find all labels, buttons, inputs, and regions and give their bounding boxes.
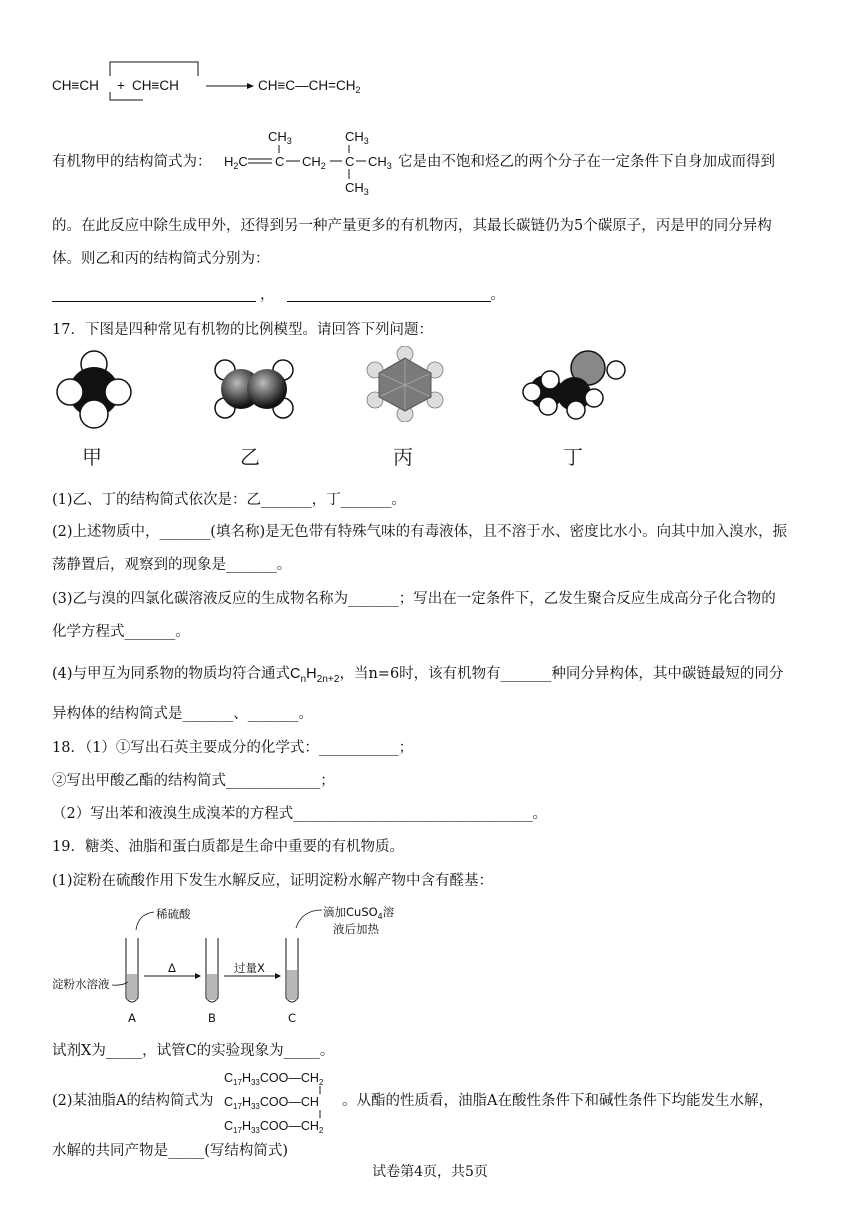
q19-2b: 水解的共同产物是_____(写结构简式) bbox=[52, 1143, 289, 1159]
svg-text:C17H33COO—CH2: $C_{17}H_{33}COO—CH_2$ bbox=[224, 1119, 324, 1135]
q19-x: 试剂X为_____，试管C的实验现象为_____。 bbox=[52, 1043, 335, 1059]
q19-1: (1)淀粉在硫酸作用下发生水解反应，证明淀粉水解产物中含有醛基： bbox=[52, 873, 494, 889]
reactant-b: CH≡CH bbox=[132, 78, 179, 93]
tube-b-label: B bbox=[208, 1011, 216, 1025]
arrow2-label: 过量X bbox=[234, 961, 265, 975]
svg-text:H2C: $H_2C$ bbox=[224, 154, 248, 171]
answer-blank-bing[interactable] bbox=[287, 286, 491, 302]
answer-blank-yi[interactable] bbox=[52, 286, 256, 302]
plus-sign: + bbox=[117, 78, 125, 93]
svg-text:CH2: $CH_2$ bbox=[302, 154, 326, 171]
q16-text3: 体。则乙和丙的结构简式分别为： bbox=[52, 251, 270, 267]
product: $CH\equiv C—CH=CH_2$ bbox=[258, 78, 361, 95]
ethanol-model-icon bbox=[518, 346, 630, 422]
q18-1: 18．（1）①写出石英主要成分的化学式：___________； bbox=[52, 740, 414, 756]
svg-text:C: C bbox=[345, 154, 355, 169]
page-footer: 试卷第4页，共5页 bbox=[372, 1164, 488, 1180]
arrow1-label: Δ bbox=[168, 961, 176, 975]
q16-intro: 有机物甲的结构简式为： bbox=[52, 154, 212, 170]
q18-2: ②写出甲酸乙酯的结构简式_____________； bbox=[52, 773, 335, 789]
q16-text1: 它是由不饱和烃乙的两个分子在一定条件下自身加成而得到 bbox=[398, 154, 775, 170]
svg-text:C: C bbox=[275, 154, 285, 169]
label-starch: 淀粉水溶液 bbox=[52, 977, 110, 991]
q19-2-pre: (2)某油脂A的结构简式为 bbox=[52, 1093, 214, 1109]
hydrolysis-apparatus bbox=[50, 900, 410, 1026]
q18-3: （2）写出苯和液溴生成溴苯的方程式_________________________________。 bbox=[52, 806, 547, 822]
svg-text:CH3: $CH_3$ bbox=[345, 180, 369, 197]
svg-text:CH3: $CH_3$ bbox=[368, 154, 392, 171]
label-acid: 稀硫酸 bbox=[156, 907, 191, 921]
tube-a-label: A bbox=[128, 1011, 136, 1025]
q17-4b: 异构体的结构简式是_______、_______。 bbox=[52, 706, 313, 722]
structure-jia bbox=[220, 128, 400, 200]
general-formula: $C_nH_{2n+2}$ bbox=[290, 666, 340, 685]
label-cuso4-2: 液后加热 bbox=[333, 922, 379, 936]
model-label-jia: 甲 bbox=[82, 445, 102, 469]
methane-model-icon bbox=[50, 348, 140, 430]
label-cuso4-1: 滴加CuSO$_4$溶 bbox=[323, 905, 395, 921]
q17-3a: (3)乙与溴的四氯化碳溶液反应的生成物名称为_______；写出在一定条件下，乙发生聚合反应生成高分子化合物的 bbox=[52, 591, 776, 607]
reactant-a: CH≡CH bbox=[52, 78, 99, 93]
svg-text:CH3: $CH_3$ bbox=[345, 129, 369, 146]
q19-title: 19．糖类、油脂和蛋白质都是生命中重要的有机物质。 bbox=[52, 839, 404, 855]
q19-2-post: 。从酯的性质看，油脂A在酸性条件下和碱性条件下均能发生水解， bbox=[342, 1093, 773, 1109]
model-label-yi: 乙 bbox=[240, 445, 260, 469]
svg-text:C17H33COO—CH2: $C_{17}H_{33}COO—CH_2$ bbox=[224, 1071, 324, 1087]
tube-c-label: C bbox=[288, 1011, 297, 1025]
model-label-ding: 丁 bbox=[563, 445, 583, 469]
q17-4a: (4)与甲互为同系物的物质均符合通式$C_nH_{2n+2}$，当n=6时，该有机物有_______种同分异构体，其中碳链最短的同分 bbox=[52, 666, 784, 685]
q16-text2: 的。在此反应中除生成甲外，还得到另一种产量更多的有机物丙，其最长碳链仍为5个碳原子，丙是甲的同分异构 bbox=[52, 218, 772, 234]
q17-2b: 荡静置后，观察到的现象是_______。 bbox=[52, 557, 292, 573]
q16-answer-line: ， 。 bbox=[52, 285, 505, 305]
q17-3b: 化学方程式_______。 bbox=[52, 624, 190, 640]
q17-2a: (2)上述物质中，_______(填名称)是无色带有特殊气味的有毒液体，且不溶于水、密度比水小。向其中加入溴水，振 bbox=[52, 524, 788, 540]
q17-1: (1)乙、丁的结构简式依次是：乙_______，丁_______。 bbox=[52, 492, 407, 508]
svg-text:CH3: $CH_3$ bbox=[268, 129, 292, 146]
q17-title: 17．下图是四种常见有机物的比例模型。请回答下列问题： bbox=[52, 322, 433, 338]
benzene-model-icon bbox=[365, 346, 445, 422]
model-label-bing: 丙 bbox=[393, 445, 413, 469]
ethylene-model-icon bbox=[205, 352, 305, 426]
svg-text:C17H33COO—CH: $C_{17}H_{33}COO—CH$ bbox=[224, 1095, 319, 1111]
reaction-equation bbox=[48, 56, 428, 102]
fat-structure bbox=[222, 1066, 352, 1136]
